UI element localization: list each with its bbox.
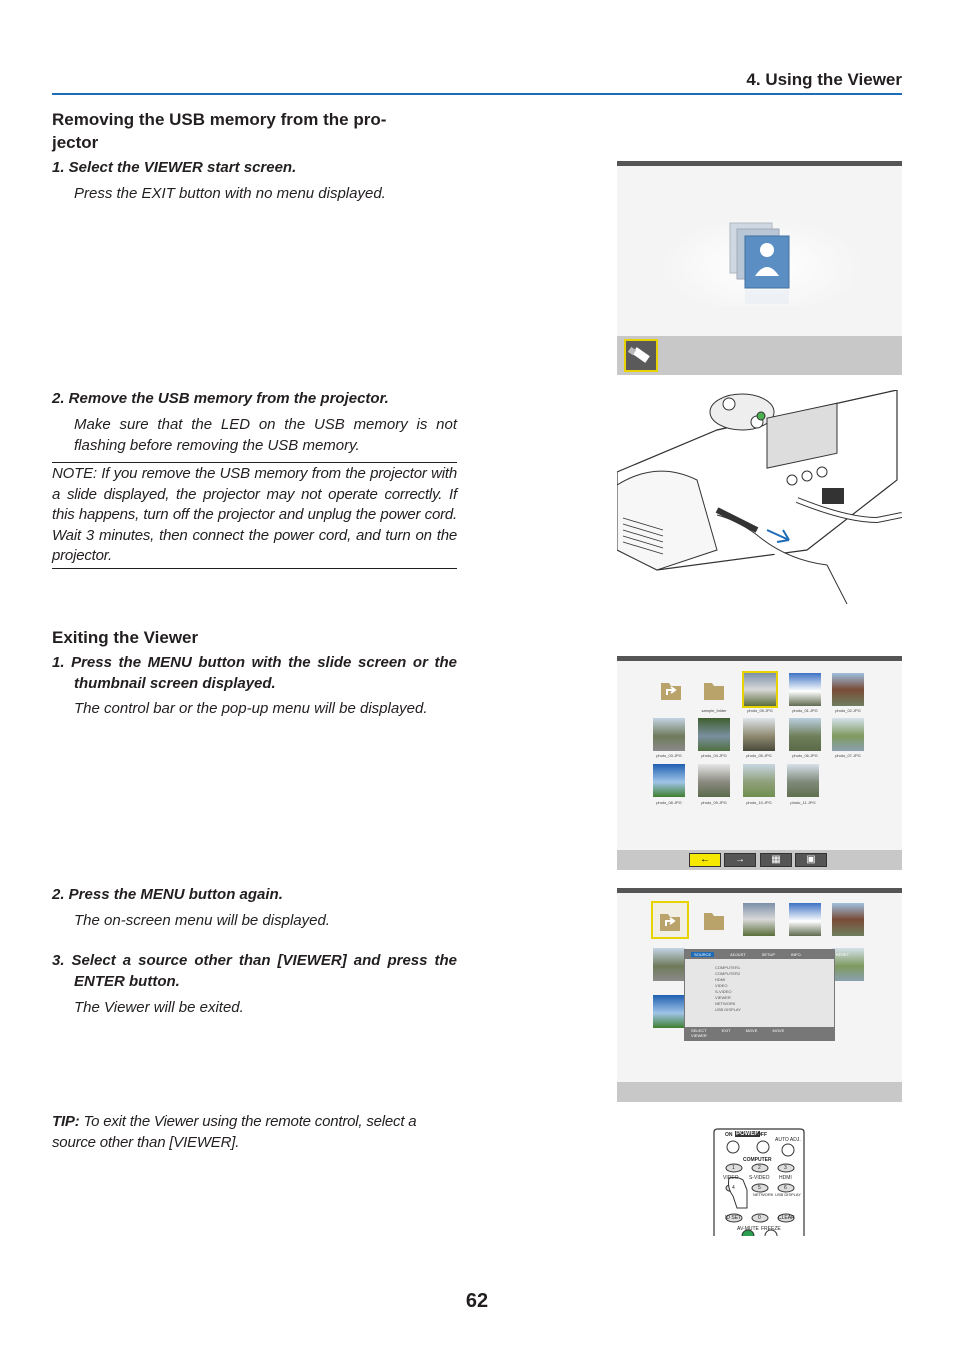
thumbnail-caption: photo_03.JPG xyxy=(656,753,682,758)
menu-footer-move-right: MOVE xyxy=(772,1028,785,1033)
remote-label-svideo: S-VIDEO xyxy=(749,1175,770,1181)
exit-step1-body: The control bar or the pop-up menu will be displayed. xyxy=(74,700,428,717)
tip-body: To exit the Viewer using the remote control, select a source other than [VIEWER]. xyxy=(52,1113,417,1151)
control-bar xyxy=(617,850,902,870)
remote-key-5[interactable]: 5 xyxy=(758,1185,761,1191)
note-box xyxy=(52,462,457,569)
thumbnail[interactable] xyxy=(789,718,821,751)
thumbnail[interactable] xyxy=(832,718,864,751)
tab-setup[interactable]: SETUP xyxy=(761,952,776,957)
header-rule xyxy=(52,93,902,95)
thumbnail[interactable] xyxy=(653,948,685,981)
exit-step3-label: 3. Select a source other than [VIEWER] and press the ENTER button. xyxy=(52,952,457,990)
remove-step1-label: 1. Select the VIEWER start screen. xyxy=(52,159,297,176)
back-folder-icon[interactable] xyxy=(651,901,689,939)
viewer-start-screen xyxy=(617,161,902,375)
remote-key-6[interactable]: 6 xyxy=(784,1185,787,1191)
thumbnail[interactable] xyxy=(789,903,821,936)
exit-step1-label: 1. Press the MENU button with the slide screen or the thumbnail screen displayed. xyxy=(52,654,457,692)
thumbnail-caption: photo_10.JPG xyxy=(746,800,772,805)
onscreen-menu-screen xyxy=(617,888,902,1102)
thumbnail[interactable] xyxy=(743,764,775,797)
remote-label-off: OFF xyxy=(757,1132,767,1138)
tab-reset[interactable]: RESET xyxy=(835,952,850,957)
thumbnail-caption: photo_06.JPG xyxy=(792,753,818,758)
remove-step2-block xyxy=(52,388,457,569)
menu-item-usb-display[interactable]: USB DISPLAY xyxy=(715,1007,741,1012)
remove-step1-body: Press the EXIT button with no menu displayed. xyxy=(74,185,386,202)
remove-usb-heading xyxy=(52,108,457,154)
remote-key-id-set[interactable]: ID SET xyxy=(725,1215,742,1221)
thumbnail-caption: photo_07.JPG xyxy=(835,753,861,758)
source-list xyxy=(685,965,834,1013)
tab-adjust[interactable]: ADJUST xyxy=(730,952,746,957)
viewer-logo-icon xyxy=(617,166,902,336)
menu-footer-select: SELECT xyxy=(691,1028,707,1033)
menu-item-hdmi[interactable]: HDMI xyxy=(715,977,726,982)
onscreen-menu xyxy=(684,949,850,1041)
thumbnail[interactable] xyxy=(653,764,685,797)
tip-label: TIP: xyxy=(52,1113,80,1130)
remote-key-2[interactable]: 2 xyxy=(758,1165,761,1171)
exit-step2-block xyxy=(52,884,457,1018)
exit-step2-body: The on-screen menu will be displayed. xyxy=(74,912,330,929)
projector-illustration xyxy=(617,390,902,604)
back-folder-icon[interactable] xyxy=(655,673,687,706)
slideshow-button[interactable]: ▣ xyxy=(795,853,827,867)
menu-item-network[interactable]: NETWORK xyxy=(715,1001,736,1006)
thumbnail-caption: photo_05.JPG xyxy=(747,708,773,713)
tab-info[interactable]: INFO. xyxy=(791,952,802,957)
remote-label-on: ON xyxy=(725,1132,733,1138)
exit-step3-body: The Viewer will be exited. xyxy=(74,999,244,1016)
remote-key-4[interactable]: 4 xyxy=(732,1185,735,1191)
remote-label-av-mute: AV-MUTE xyxy=(737,1226,759,1232)
page-number: 62 xyxy=(465,1290,489,1312)
menu-footer xyxy=(685,1027,834,1040)
thumbnail-caption: photo_08.JPG xyxy=(656,800,682,805)
menu-footer-exit: EXIT xyxy=(721,1028,731,1033)
section-header-title: 4. Using the Viewer xyxy=(746,70,902,89)
thumbnail[interactable] xyxy=(698,718,730,751)
remove-usb-section xyxy=(52,108,457,204)
menu-item-viewer[interactable]: VIEWER xyxy=(715,995,731,1000)
remote-key-0[interactable]: 0 xyxy=(758,1215,761,1221)
remote-control xyxy=(713,1128,805,1236)
thumbnail-caption: photo_09.JPG xyxy=(701,800,727,805)
thumbnail[interactable] xyxy=(698,764,730,797)
remote-label-computer: COMPUTER xyxy=(743,1157,772,1163)
thumbnail[interactable] xyxy=(832,673,864,706)
thumbnail[interactable] xyxy=(789,673,821,706)
remove-step2-body: Make sure that the LED on the USB memory is not flashing before removing the USB memory. xyxy=(74,416,457,454)
remote-key-clear[interactable]: CLEAR xyxy=(778,1215,795,1221)
folder-icon[interactable] xyxy=(698,673,730,706)
folder-icon[interactable] xyxy=(698,903,730,936)
next-button[interactable]: → xyxy=(724,853,756,867)
thumbnail-view-button[interactable]: ▦ xyxy=(760,853,792,867)
thumbnail-caption: photo_02.JPG xyxy=(835,708,861,713)
previous-button[interactable]: ← xyxy=(689,853,721,867)
exit-viewer-heading: Exiting the Viewer xyxy=(52,628,199,647)
remote-label-freeze: FREEZE xyxy=(761,1226,781,1232)
thumbnail[interactable] xyxy=(832,903,864,936)
thumbnail-caption: photo_05.JPG xyxy=(746,753,772,758)
viewer-start-bar xyxy=(617,336,902,375)
note-text: NOTE: If you remove the USB memory from the projector with a slide displayed, the projector may not operate correctly. If this happens, turn off the projector and unplug the power cord. Wait 3 minutes, then connect the power cord, and turn on the projector. xyxy=(52,465,457,564)
remote-key-1[interactable]: 1 xyxy=(732,1165,735,1171)
remote-label-video: VIDEO xyxy=(723,1175,739,1181)
remote-key-3[interactable]: 3 xyxy=(784,1165,787,1171)
remote-label-hdmi: HDMI xyxy=(779,1175,792,1181)
menu-item-computer1[interactable]: COMPUTER1 xyxy=(715,965,741,970)
thumbnail-screen xyxy=(617,656,902,870)
menu-item-svideo[interactable]: S-VIDEO xyxy=(715,989,732,994)
thumbnail[interactable] xyxy=(743,718,775,751)
thumbnail-caption: photo_04.JPG xyxy=(701,753,727,758)
thumbnail-caption: photo_11.JPG xyxy=(790,800,816,805)
usb-icon[interactable] xyxy=(624,339,658,372)
thumbnail[interactable] xyxy=(743,903,775,936)
usb-stick-icon xyxy=(626,341,656,370)
remote-label-network: NETWORK xyxy=(753,1192,774,1197)
thumbnail-caption: photo_01.JPG xyxy=(792,708,818,713)
thumbnail[interactable] xyxy=(653,995,685,1028)
menu-footer-source: VIEWER xyxy=(691,1033,707,1038)
remove-usb-heading-line1: Removing the USB memory from the pro- xyxy=(52,110,387,129)
menu-item-computer2[interactable]: COMPUTER2 xyxy=(715,971,741,976)
menu-item-video[interactable]: VIDEO xyxy=(715,983,728,988)
menu-screen-bar xyxy=(617,1082,902,1102)
tip-text xyxy=(52,1112,457,1153)
menu-footer-move: MOVE xyxy=(745,1028,758,1033)
tip-block xyxy=(52,1112,457,1153)
thumbnail[interactable] xyxy=(787,764,819,797)
thumbnail-caption: sample_folder xyxy=(701,708,727,713)
remove-step2-label: 2. Remove the USB memory from the projector. xyxy=(52,390,389,407)
remove-usb-heading-line2: jector xyxy=(52,133,99,152)
remote-label-power: POWER xyxy=(736,1131,759,1137)
exit-step2-label: 2. Press the MENU button again. xyxy=(52,886,283,903)
remote-label-usb-display: USB DISPLAY xyxy=(775,1192,801,1197)
remote-label-auto-adj: AUTO ADJ. xyxy=(775,1137,801,1143)
tab-source[interactable]: SOURCE xyxy=(691,952,714,957)
thumbnail[interactable] xyxy=(653,718,685,751)
menu-tabs xyxy=(685,950,850,959)
exit-viewer-section xyxy=(52,626,457,719)
thumbnail-selected[interactable] xyxy=(742,671,778,708)
